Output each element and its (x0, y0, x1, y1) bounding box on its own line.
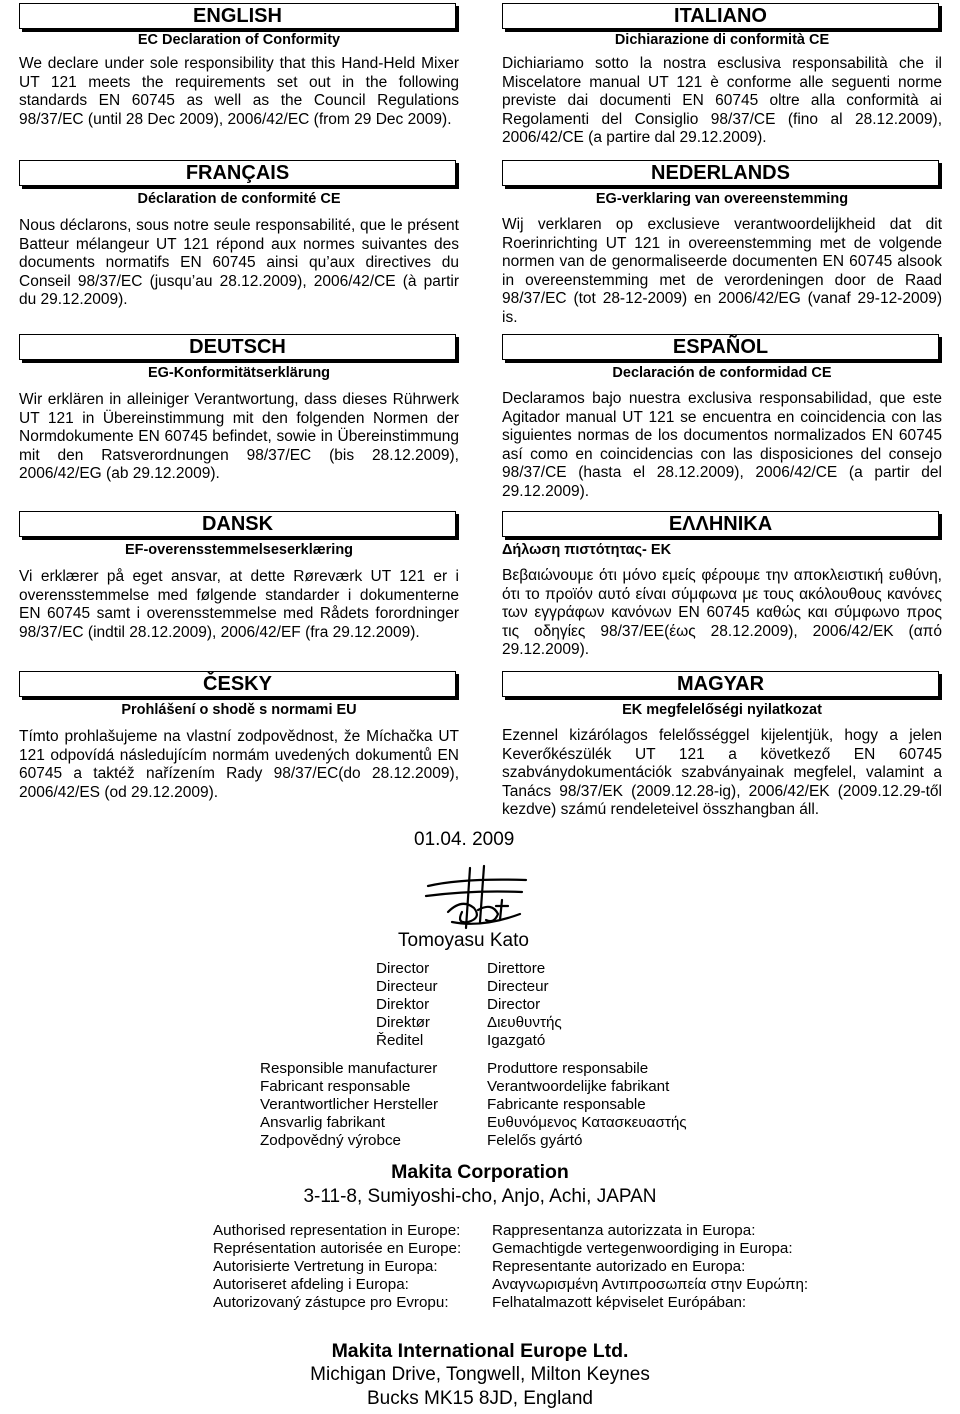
section-subtitle: Déclaration de conformité CE (137, 191, 341, 207)
title-item: Direktør (376, 1014, 430, 1031)
representative-address-line1: Michigan Drive, Tongwell, Milton Keynes (310, 1364, 650, 1385)
section-subtitle: Prohlášení o shodě s normami EU (121, 702, 357, 718)
signer-titles-right (487, 960, 562, 1050)
manufacturer-address: 3-11-8, Sumiyoshi-cho, Anjo, Achi, JAPAN (303, 1186, 657, 1207)
section-title: ČESKY (19, 671, 456, 697)
section-text: Wir erklären in alleiniger Verantwortung, dass dieses Rührwerk UT 121 in Übereinstimmung mit den folgenden Normen der Normdokumente EN 60745 befindet, sowie in Übereinstimmung mit den Ratsverordnungen 98/37/EC (bis 28.12.2009), 2006/42/EG (ab 29.12.2009). (19, 391, 459, 483)
declaration-date: 01.04. 2009 (414, 829, 515, 850)
title-item: Director (487, 996, 541, 1013)
representative-label: Autorisierte Vertretung in Europa: (213, 1258, 438, 1275)
section-text: Declaramos bajo nuestra exclusiva responsabilidad, que este Agitador manual UT 121 se encuentra en coincidencia con las siguientes normas de los documentos normalizados EN 60745 así como en coincidencias con las disposiciones del consejo 98/37/CE (hasta el 28.12.2009), 2006/42/CE (a partir del 29.12.2009). (502, 390, 942, 500)
signature-image (422, 862, 532, 934)
section-magyar (502, 671, 942, 820)
title-item: Ředitel (376, 1032, 424, 1049)
representative-label: Rappresentanza autorizzata in Europa: (492, 1222, 756, 1239)
section-english (19, 3, 459, 129)
section-subtitle: EG-Konformitätserklärung (147, 365, 331, 381)
representative-address-line2: Bucks MK15 8JD, England (366, 1388, 593, 1409)
section-dansk (19, 511, 459, 642)
manufacturer-labels-left (260, 1060, 438, 1150)
title-item: Διευθυντής (487, 1014, 562, 1031)
title-item: Direktor (376, 996, 430, 1013)
representative-label: Authorised representation in Europe: (213, 1222, 461, 1239)
manufacturer-label: Fabricant responsable (260, 1078, 411, 1095)
section-italiano (502, 3, 942, 148)
signer-name: Tomoyasu Kato (398, 930, 529, 951)
section-title: FRANÇAIS (19, 160, 456, 186)
representative-labels-left (213, 1222, 461, 1312)
signer-titles-left (376, 960, 438, 1050)
section-subtitle: EF-overensstemmelseserklæring (124, 542, 354, 558)
section-subtitle: Dichiarazione di conformità CE (614, 32, 830, 48)
section-deutsch (19, 334, 459, 484)
title-item: Direttore (487, 960, 546, 977)
manufacturer-labels-right (487, 1060, 687, 1150)
representative-label: Autoriseret afdeling i Europa: (213, 1276, 409, 1293)
section-ellinika (502, 511, 942, 660)
section-cesky (19, 671, 459, 802)
section-title: ENGLISH (19, 3, 456, 29)
section-francais (19, 160, 459, 310)
title-item: Igazgató (487, 1032, 546, 1049)
title-item: Directeur (487, 978, 549, 995)
section-text: Dichiariamo sotto la nostra esclusiva responsabilità che il Miscelatore manual UT 121 è conforme alle seguenti norme previste dai documenti EN 60745 oltre alla conformità ai Regolamenti del Consiglio 98/37/CE (fino al 28.12.2009), 2006/42/CE (a partire dal 29.12.2009). (502, 55, 942, 147)
section-espanol (502, 334, 942, 502)
section-subtitle: Declaración de conformidad CE (612, 365, 832, 381)
section-text: Ezennel kizárólagos felelősséggel kijelentjük, hogy a jelen Keverőkészülék UT 121 a következő EN 60745 szabványdokumentációk szabványainak megfelel, valamint a Tanács 98/37/EK (2009.12.28-ig), 2006/42/EK (2009.12.29-től kezdve) számú rendeleteivel összhangban áll. (502, 727, 942, 819)
section-title: DEUTSCH (19, 334, 456, 360)
manufacturer-label: Ansvarlig fabrikant (260, 1114, 385, 1131)
manufacturer-label: Responsible manufacturer (260, 1060, 438, 1077)
representative-label: Autorizovaný zástupce pro Evropu: (213, 1294, 449, 1311)
representative-label: Gemachtigde vertegenwoordiging in Europa: (492, 1240, 793, 1257)
manufacturer-label: Zodpovědný výrobce (260, 1132, 401, 1149)
manufacturer-name: Makita Corporation (391, 1161, 569, 1183)
section-title: ΕΛΛΗΝΙΚΑ (502, 511, 939, 537)
manufacturer-label: Verantwortlicher Hersteller (260, 1096, 439, 1113)
title-item: Directeur (376, 978, 438, 995)
section-title: DANSK (19, 511, 456, 537)
section-text: Tímto prohlašujeme na vlastní zodpovědnost, že Míchačka UT 121 odpovídá následujícím normám uvedených dokumentů EN 60745 a taktéž nařízením Rady 98/37/EC(do 28.12.2009), 2006/42/ES (od 29.12.2009). (19, 728, 459, 801)
representative-label: Αναγνωρισμένη Αντιπροσωπεία στην Ευρώπη: (492, 1276, 809, 1293)
representative-label: Representante autorizado en Europa: (492, 1258, 746, 1275)
section-nederlands (502, 160, 942, 328)
section-title: NEDERLANDS (502, 160, 939, 186)
section-text: Βεβαιώνουμε ότι μόνο εμείς φέρουμε την αποκλειστική ευθύνη, ότι το προϊόν αυτό είναι σύμφωνα με τους ακόλουθους κανόνες των εγγράφων κανόνων EN 60745 καθώς και σύμφωνο προς τις οδηγίες 98/37/ΕΕ(έως 28.12.2009), 2006/42/ΕΚ (από 29.12.2009). (502, 567, 942, 659)
section-text: Wij verklaren op exclusieve verantwoordelijkheid dat dit Roerinrichting UT 121 in overeenstemming met de volgende normen van de genormaliseerde documenten EN 60745 alsook in overeenstemming met de verordeningen door de Raad 98/37/EC (tot 28-12-2009) en 2006/42/EG (vanaf 29-12-2009) is. (502, 216, 942, 326)
section-text: We declare under sole responsibility that this Hand-Held Mixer UT 121 meets the requirements set out in the following standards EN 60745 as well as the Council Regulations 98/37/EC (until 28 Dec 2009), 2006/42/EC (from 29 Dec 2009). (19, 55, 459, 128)
manufacturer-label: Felelős gyártó (487, 1132, 583, 1149)
section-title: ESPAÑOL (502, 334, 939, 360)
section-title: ITALIANO (502, 3, 939, 29)
representative-label: Felhatalmazott képviselet Európában: (492, 1294, 747, 1311)
representative-label: Représentation autorisée en Europe: (213, 1240, 462, 1257)
manufacturer-label: Ευθυνόμενος Κατασκευαστής (487, 1114, 687, 1131)
section-text: Vi erklærer på eget ansvar, at dette Røreværk UT 121 er i overensstemmelse med følgende standarder i dokumenterne EN 60745 samt i overensstemmelse med Rådets forordninger 98/37/EC (indtil 28.12.2009), 2006/42/EF (fra 29.12.2009). (19, 568, 459, 641)
manufacturer-label: Fabricante responsable (487, 1096, 646, 1113)
section-title: MAGYAR (502, 671, 939, 697)
manufacturer-label: Produttore responsabile (487, 1060, 649, 1077)
section-subtitle: EK megfelelőségi nyilatkozat (622, 702, 822, 718)
manufacturer-label: Verantwoordelijke fabrikant (487, 1078, 670, 1095)
section-subtitle: EG-verklaring van overeenstemming (595, 191, 849, 207)
section-subtitle: EC Declaration of Conformity (137, 32, 341, 48)
section-text: Nous déclarons, sous notre seule responsabilité, que le présent Batteur mélangeur UT 121 répond aux normes suivantes des documents normatifs EN 60745 ainsi qu’aux directives du Conseil 98/37/EC (jusqu’au 28.12.2009), 2006/42/CE (à partir du 29.12.2009). (19, 217, 459, 309)
title-item: Director (376, 960, 430, 977)
section-subtitle: Δήλωση πιστότητας- ΕΚ (502, 542, 672, 558)
representative-name: Makita International Europe Ltd. (331, 1340, 629, 1362)
representative-labels-right (492, 1222, 808, 1312)
